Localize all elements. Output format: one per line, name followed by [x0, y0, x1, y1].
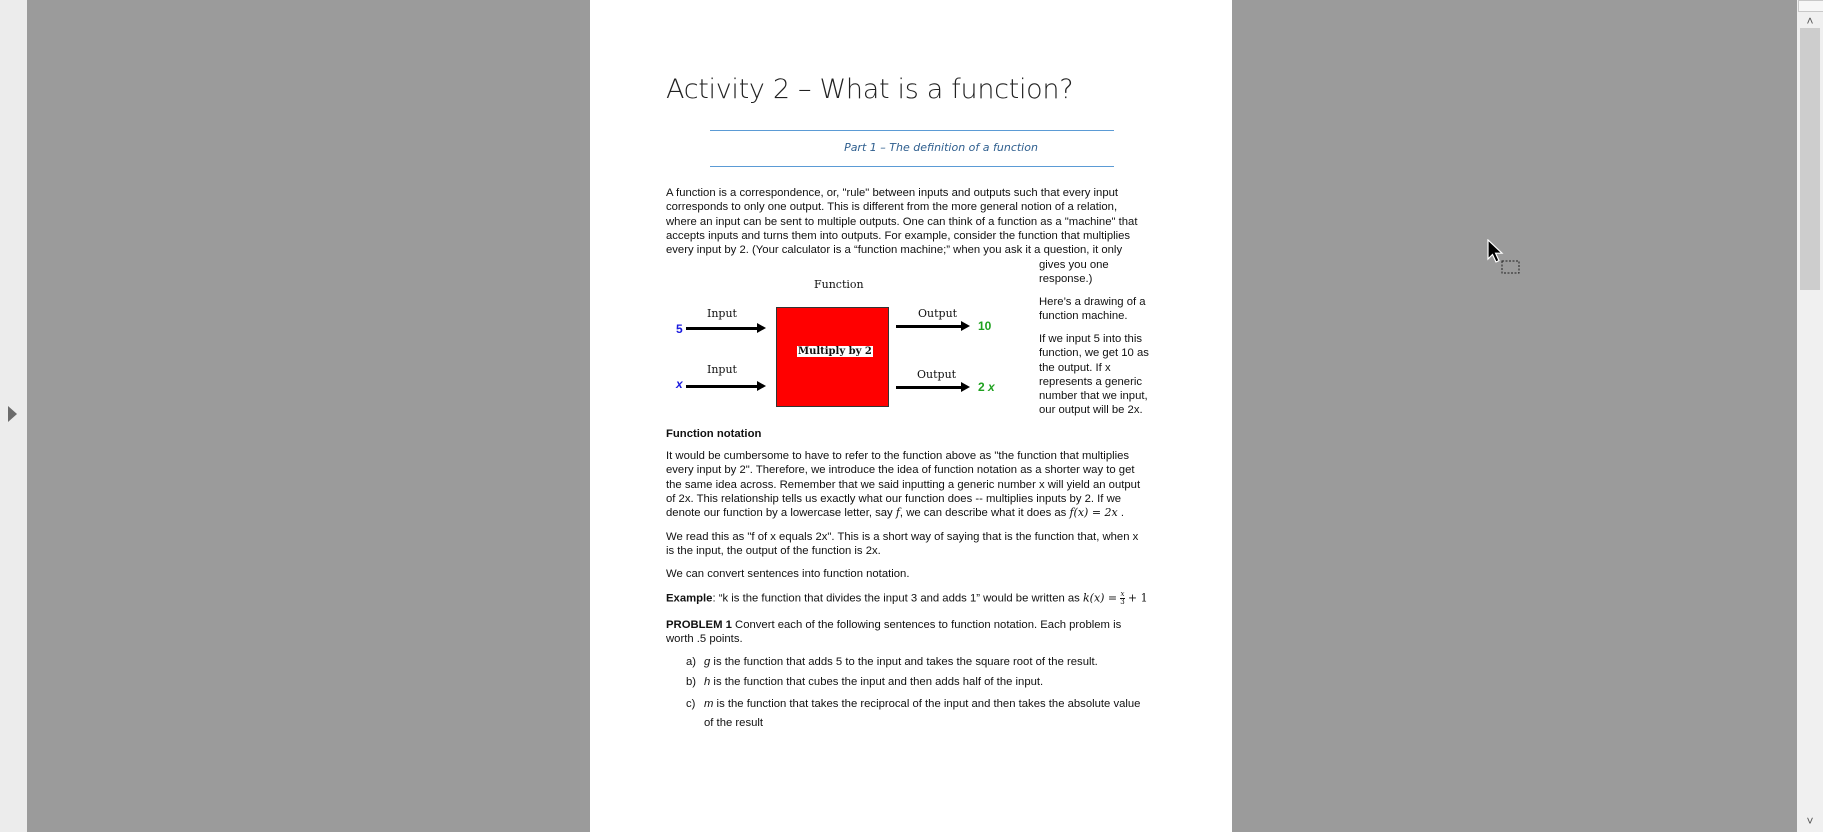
text-line: the output. If x [1039, 361, 1111, 374]
text-line: of the result [704, 717, 764, 729]
input-arrow-1 [686, 327, 762, 330]
text-line: It would be cumbersome to have to refer to the function above as "the function that multiplies [666, 450, 1130, 462]
left-sidebar [0, 0, 27, 832]
side-text-2 [1039, 295, 1169, 324]
text-line: corresponds to only one output. This is different from the more general notion of a relation, [666, 201, 1118, 214]
text-line: number that we input, [1039, 390, 1148, 403]
output-value-2x [978, 380, 995, 394]
function-box-label: Multiply by 2 [798, 346, 872, 357]
input-value-x: x [676, 377, 683, 391]
example-formula-rhs: + 1 [1127, 591, 1148, 605]
example-formula-lhs: k(x) = [1082, 591, 1118, 605]
subtitle-rule-bottom [710, 166, 1114, 167]
text-line: worth .5 points. [666, 633, 743, 646]
text-line: where an input can be sent to multiple outputs. One can think of a function as a "machine" that [666, 215, 1138, 228]
list-marker: b) [686, 676, 697, 688]
function-machine-diagram [666, 266, 996, 416]
function-box [776, 307, 889, 407]
text-line [666, 618, 1176, 632]
text-line: every input by 2". Therefore, we introduce the idea of function notation as a shorter way to get [666, 464, 1135, 477]
convert-sentence: We can convert sentences into function notation. [666, 568, 910, 580]
problem-intro [666, 618, 1176, 647]
function-notation-heading: Function notation [666, 428, 762, 440]
text-line: accepts inputs and turns them into outputs. For example, consider the function that multiplies [666, 229, 1131, 242]
vertical-scrollbar[interactable] [1797, 0, 1823, 832]
input-label-1: Input [707, 307, 737, 320]
mouse-cursor-icon [1487, 239, 1525, 284]
example-text: : “k is the function that divides the input 3 and adds 1” would be written as [712, 592, 1080, 605]
text-line: response.) [1039, 273, 1093, 286]
function-variable: f [895, 506, 900, 520]
subtitle: Part 1 – The definition of a function [844, 141, 1038, 154]
input-label-2: Input [707, 363, 737, 376]
corner-box [1798, 0, 1823, 12]
function-formula: f(x) = 2x [1069, 506, 1118, 520]
text-span: , we can describe what it does as [899, 507, 1067, 520]
problem-label: PROBLEM 1 [666, 619, 732, 631]
output-value-2x-variable: x [988, 380, 995, 394]
intro-paragraph [666, 186, 1166, 257]
problem-item-c [686, 695, 1140, 733]
notation-paragraph [666, 449, 1176, 520]
document-page [590, 0, 1232, 832]
text-line: our output will be 2x. [1039, 404, 1143, 417]
page-title: Activity 2 – What is a function? [666, 74, 1074, 105]
text-line: the same idea across. Remember that we said inputting a generic number x will yield an output [666, 478, 1141, 491]
text-span: Convert each of the following sentences to function notation. Each problem is [731, 619, 1122, 631]
list-marker: a) [686, 656, 697, 668]
scroll-up-icon[interactable]: ˄ [1806, 14, 1814, 28]
text-line: is the input, the output of the function is 2x. [666, 545, 881, 558]
text-line: A function is a correspondence, or, "rule" between inputs and outputs such that every input [666, 187, 1119, 199]
function-label: Function [814, 278, 864, 291]
output-value-10: 10 [978, 319, 992, 333]
text-line: We read this as "f of x equals 2x". This is a short way of saying that is the function that, when x [666, 531, 1139, 543]
input-value-5: 5 [676, 322, 683, 336]
output-arrow-2 [896, 386, 966, 389]
text-line: gives you one [1039, 259, 1109, 271]
scrollbar-thumb[interactable] [1800, 28, 1820, 290]
read-paragraph [666, 530, 1176, 559]
text-line [686, 695, 1140, 714]
side-text-3 [1039, 332, 1169, 418]
problem-variable: g [704, 656, 711, 668]
scroll-down-icon[interactable]: ˅ [1806, 814, 1814, 828]
text-line: of 2x. This relationship tells us exactly what our function does -- multiplies inputs by 2. If we [666, 492, 1122, 505]
text-span: is the function that takes the reciprocal of the input and then takes the absolute value [713, 698, 1141, 710]
fraction-numerator: x [1120, 590, 1125, 598]
text-span: is the function that adds 5 to the input and takes the square root of the result. [710, 656, 1098, 668]
side-text-1 [1039, 258, 1169, 287]
text-span: . [1120, 507, 1125, 520]
fraction-denominator: 3 [1120, 598, 1125, 606]
example-fraction [1120, 591, 1124, 606]
text-line: If we input 5 into this [1039, 333, 1142, 345]
text-span: is the function that cubes the input and then adds half of the input. [710, 676, 1044, 688]
text-line: function, we get 10 as [1039, 347, 1149, 360]
problem-item-a [686, 655, 1098, 669]
problem-variable: m [704, 698, 714, 710]
text-line [666, 506, 1176, 520]
output-value-2x-number: 2 [978, 380, 985, 394]
problem-variable: h [704, 676, 711, 688]
list-marker: c) [686, 698, 696, 710]
output-label-2: Output [917, 368, 957, 381]
example-label: Example [666, 592, 713, 605]
text-line: function machine. [1039, 310, 1128, 323]
example-line [666, 591, 1148, 606]
output-label-1: Output [918, 307, 958, 320]
subtitle-rule-top [710, 130, 1114, 131]
text-line: represents a generic [1039, 375, 1142, 388]
text-span: denote our function by a lowercase letter, say [666, 507, 893, 520]
text-line: every input by 2. (Your calculator is a “function machine;” when you ask it a question, it only [666, 244, 1123, 257]
problem-item-b [686, 675, 1043, 689]
expand-sidebar-icon[interactable] [8, 406, 17, 422]
text-line: Here’s a drawing of a [1039, 296, 1146, 308]
output-arrow-1 [896, 325, 966, 328]
input-arrow-2 [686, 385, 762, 388]
